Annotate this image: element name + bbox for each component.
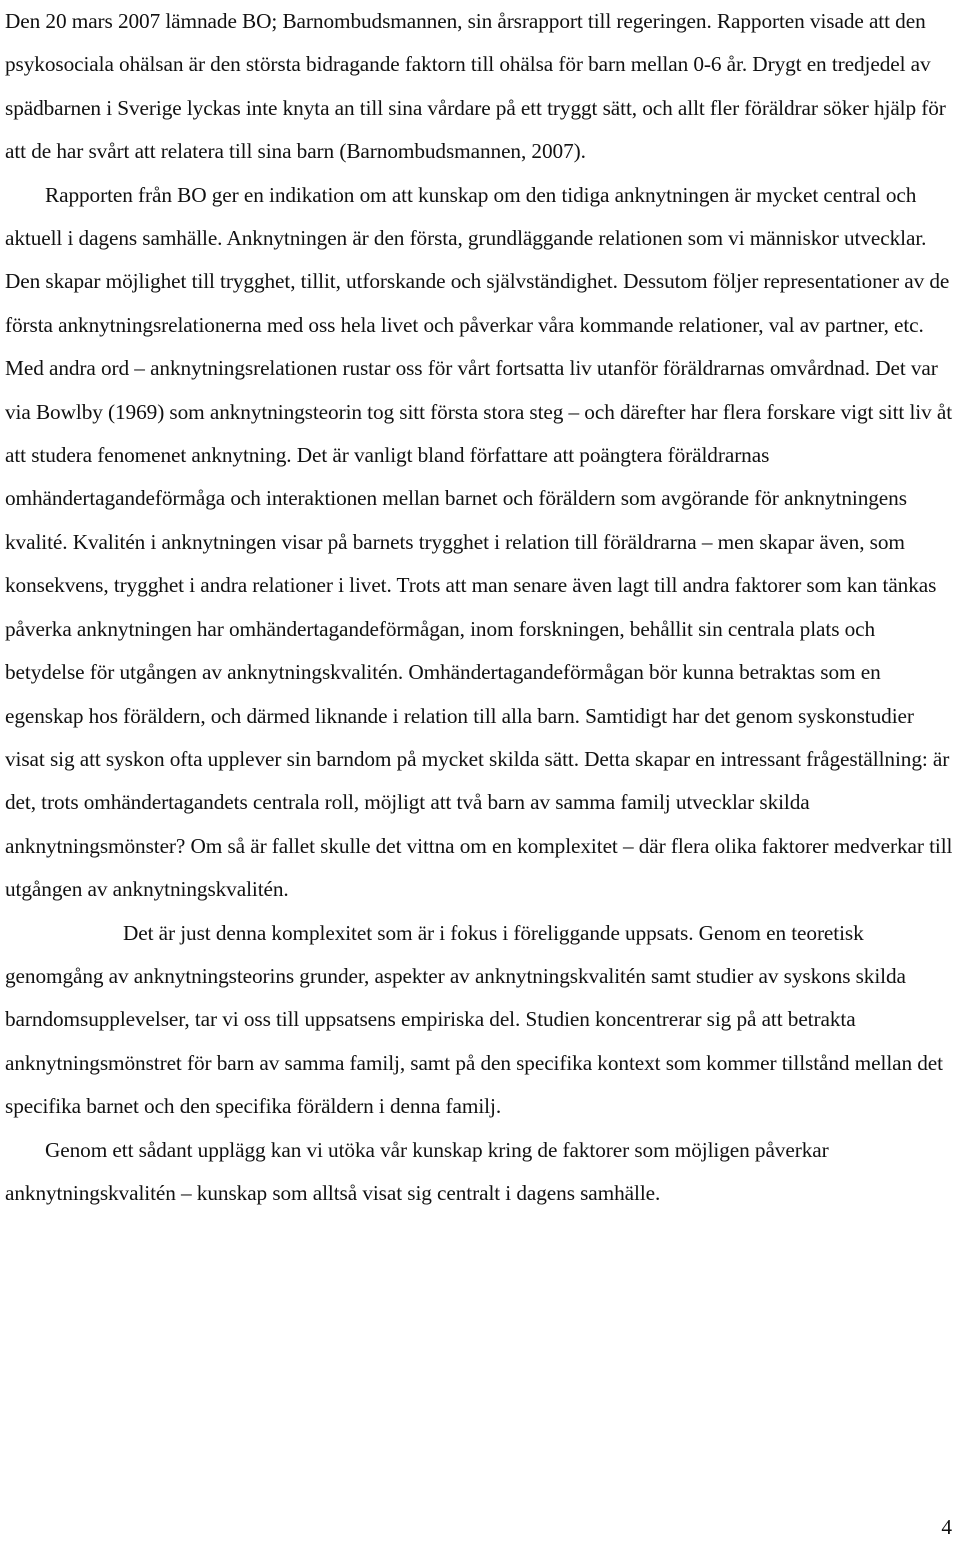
- page-number: 4: [941, 1515, 952, 1539]
- paragraph-4: Genom ett sådant upplägg kan vi utöka vår kunskap kring de faktorer som möjligen påverkar anknytningskvalitén – kunskap som alltså visat sig centralt i dagens samhälle.: [5, 1137, 829, 1205]
- paragraph-3: Det är just denna komplexitet som är i fokus i föreliggande uppsats. Genom en teoretisk genomgång av anknytningsteorins grunder, aspekter av anknytningskvalitén samt studier av syskons skilda barndomsupplevelser, tar vi oss till uppsatsens empiriska del. Studien koncentrerar sig på att betrakta anknytningsmönstret för barn av samma familj, samt på den specifika kontext som kommer tillstånd mellan det specifika barnet och den specifika föräldern i denna familj.: [5, 920, 943, 1119]
- paragraph-2: Rapporten från BO ger en indikation om att kunskap om den tidiga anknytningen är mycket central och aktuell i dagens samhälle. Anknytningen är den första, grundläggande relationen som vi människor utvecklar. Den skapar möjlighet till trygghet, tillit, utforskande och självständighet. Dessutom följer representationer av de första anknytningsrelationerna med oss hela livet och påverkar våra kommande relationer, val av partner, etc. Med andra ord – anknytningsrelationen rustar oss för vårt fortsatta liv utanför föräldrarnas omvårdnad. Det var via Bowlby (1969) som anknytningsteorin tog sitt första stora steg – och därefter har flera forskare vigt sitt liv åt att studera fenomenet anknytning. Det är vanligt bland författare att poängtera föräldrarnas omhändertagandeförmåga och interaktionen mellan barnet och föräldern som avgörande för anknytningens kvalité. Kvalitén i anknytningen visar på barnets trygghet i relation till föräldrarna – men skapar även, som konsekvens, trygghet i andra relationer i livet. Trots att man senare även lagt till andra faktorer som kan tänkas påverka anknytningen har omhändertagandeförmågan, inom forskningen, behållit sin centrala plats och betydelse för utgången av anknytningskvalitén. Omhändertagandeförmågan bör kunna betraktas som en egenskap hos föräldern, och därmed liknande i relation till alla barn. Samtidigt har det genom syskonstudier visat sig att syskon ofta upplever sin barndom på mycket skilda sätt. Detta skapar en intressant frågeställning: är det, trots omhändertagandets centrala roll, möjligt att två barn av samma familj utvecklar skilda anknytningsmönster? Om så är fallet skulle det vittna om en komplexitet – där flera olika faktorer medverkar till utgången av anknytningskvalitén.: [5, 182, 953, 902]
- paragraph-1: Den 20 mars 2007 lämnade BO; Barnombudsmannen, sin årsrapport till regeringen. Rapporten visade att den psykosociala ohälsan är den största bidragande faktorn till ohälsa för barn mellan 0-6 år. Drygt en tredjedel av spädbarnen i Sverige lyckas inte knyta an till sina vårdare på ett tryggt sätt, och allt fler föräldrar söker hjälp för att de har svårt att relatera till sina barn (Barnombudsmannen, 2007).: [5, 9, 946, 164]
- body-text: [5, 0, 953, 1215]
